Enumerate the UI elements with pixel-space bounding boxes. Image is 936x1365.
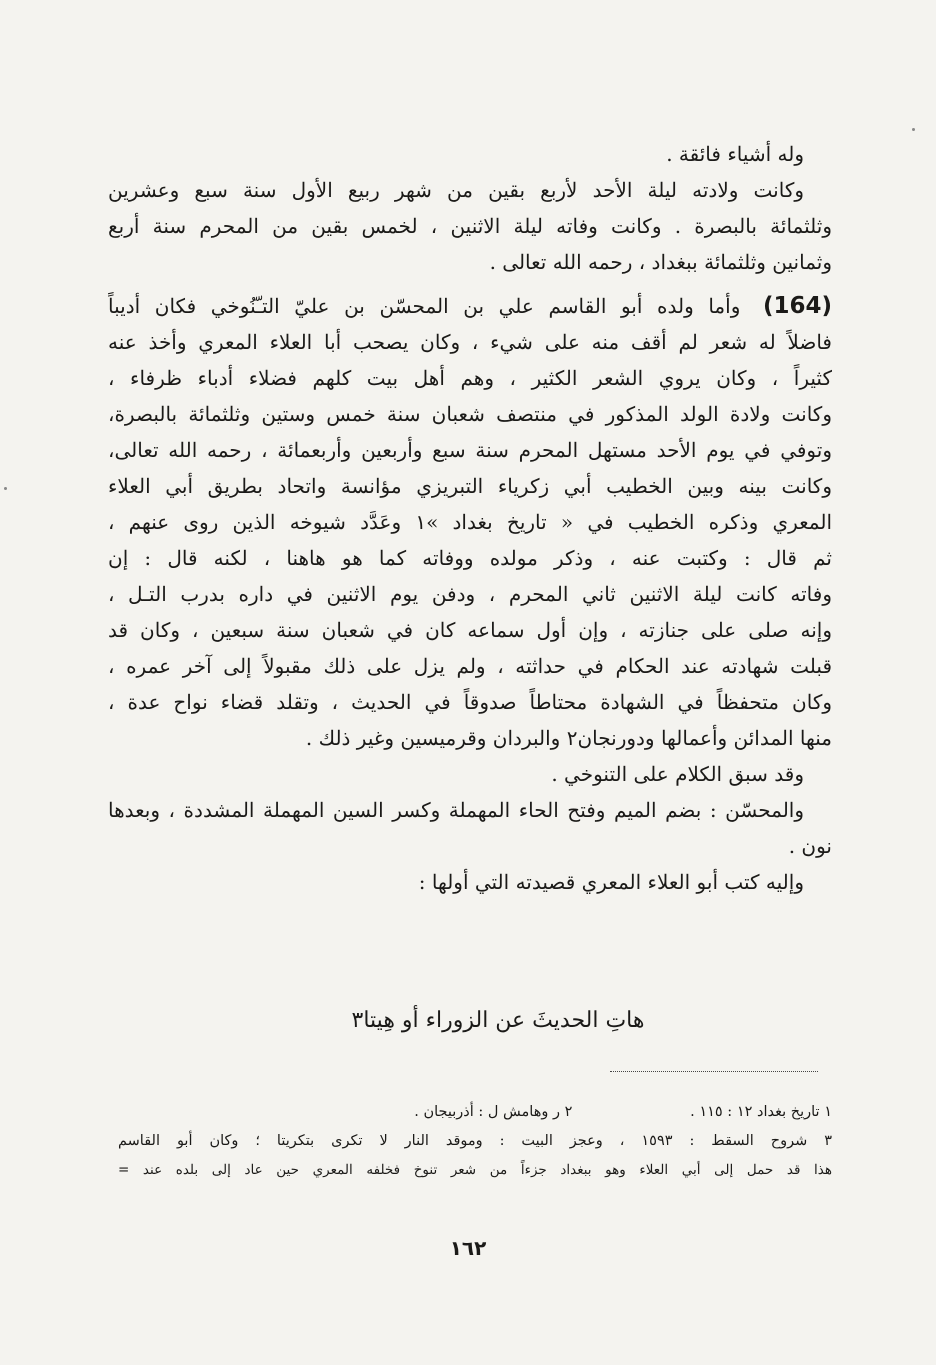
text-line: وفاته كانت ليلة الاثنين ثاني المحرم ، ودفن يوم الاثنين في داره بدرب التـل ،	[108, 582, 832, 606]
text-line: كثيراً ، وكان يروي الشعر الكثير ، وهم أهل بيت كلهم فضلاء أدباء ظرفاء ،	[108, 366, 832, 390]
entry-164-first-line	[108, 288, 832, 324]
text-line: وكانت بينه وبين الخطيب أبي زكرياء التبريزي مؤانسة واتحاد بطريق أبي العلاء	[108, 474, 832, 498]
text-line: وتوفي في يوم الأحد مستهل المحرم سنة سبع وأربعين وأربعمائة ، رحمه الله تعالى،	[108, 438, 832, 462]
page-number: ١٦٢	[449, 1236, 487, 1260]
text-line: فاضلاً له شعر لم أقف منه على شيء ، وكان يصحب أبا العلاء المعري وأخذ عنه	[108, 330, 832, 354]
footnote-1: ١ تاريخ بغداد ١٢ : ١١٥ .	[690, 1104, 832, 1120]
scan-speck	[912, 128, 915, 131]
text-line: وثمانين وثلثمائة ببغداد ، رحمه الله تعالى .	[489, 250, 832, 274]
footnotes	[118, 1098, 832, 1185]
poem-verse: هاتِ الحديثَ عن الزوراء أو هِيتا٣	[351, 1008, 645, 1033]
footnote-2: ٢ ر وهامش ل : أذربيجان .	[414, 1104, 573, 1120]
text-line: وكانت ولادة الولد المذكور في منتصف شعبان سنة خمس وستين وثلثمائة بالبصرة،	[108, 402, 832, 426]
text-line: قبلت شهادته عند الحكام في حداثته ، ولم يزل على ذلك مقبولاً إلى آخر عمره ،	[108, 654, 832, 678]
text-line: وكان متحفظاً في الشهادة محتاطاً صدوقاً في الحديث ، وتقلد قضاء نواح عدة ،	[108, 690, 832, 714]
entry-number: (164)	[762, 293, 832, 319]
footnote-3-line-1: ٣ شروح السقط : ١٥٩٣ ، وعجز البيت : وموقد النار لا تكرى بتكريتا ؛ وكان أبو القاسم	[118, 1133, 832, 1149]
text-line: منها المدائن وأعمالها ودورنجان٢ والبردان وقرميسين وغير ذلك .	[305, 726, 832, 750]
text-line: والمحسّن : بضم الميم وفتح الحاء المهملة وكسر السين المهملة المشددة ، وبعدها	[108, 798, 804, 822]
text-line: وكانت ولادته ليلة الأحد لأربع بقين من شهر ربيع الأول سنة سبع وعشرين	[108, 178, 804, 202]
text-line: وثلثمائة بالبصرة . وكانت وفاته ليلة الاثنين ، لخمس بقين من المحرم سنة أربع	[108, 214, 832, 238]
footnote-row	[118, 1098, 832, 1127]
text-line: وإليه كتب أبو العلاء المعري قصيدته التي أولها :	[418, 870, 804, 894]
text-line: المعري وذكره الخطيب في « تاريخ بغداد »١ وعَدَّد شيوخه الذين روى عنهم ،	[108, 510, 832, 534]
main-text	[108, 136, 832, 900]
text-line: ثم قال : وكتبت عنه ، وذكر مولده ووفاته كما هو هاهنا ، لكنه قال : إن	[108, 546, 832, 570]
text-line: وإنه صلى على جنازته ، وإن أول سماعه كان في شعبان سنة سبعين ، وكان قد	[108, 618, 832, 642]
text-line: وله أشياء فائقة .	[666, 142, 804, 166]
footnote-divider	[610, 1071, 818, 1072]
text-line: نون .	[788, 834, 832, 858]
footnote-3-line-2: هذا قد حمل إلى أبي العلاء وهو ببغداد جزءاً من شعر تنوخ فخلفه المعري حين عاد إلى بلده عند =	[118, 1162, 832, 1178]
text-line: وأما ولده أبو القاسم علي بن المحسّن بن عليّ التـّنُوخي فكان أديباً	[108, 294, 741, 318]
text-line: وقد سبق الكلام على التنوخي .	[551, 762, 804, 786]
scan-speck	[4, 487, 7, 490]
